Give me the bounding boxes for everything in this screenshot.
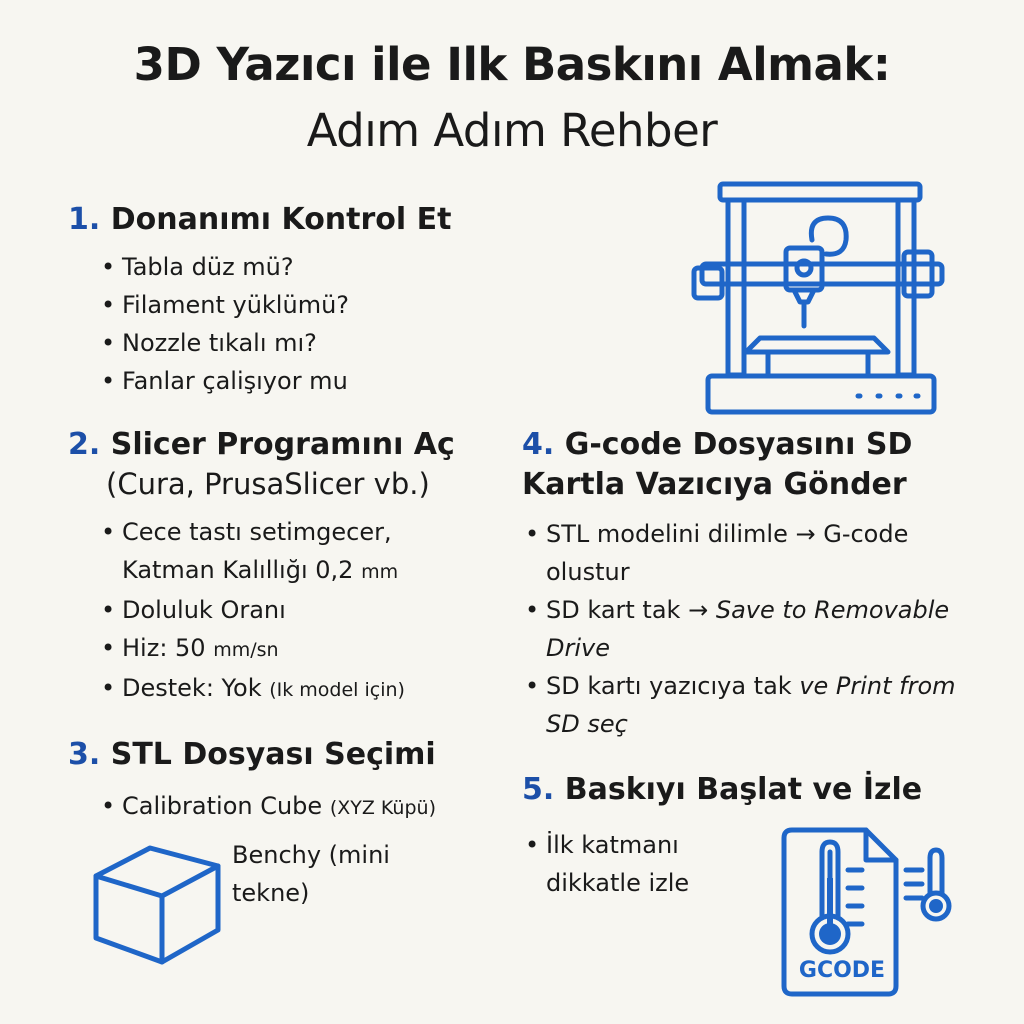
item-emphasis: ve Print from [799, 672, 956, 700]
list-item [522, 515, 1002, 591]
list-item: • Filament yüklümü? [98, 286, 488, 324]
item-text: Destek: Yok [122, 674, 262, 702]
step-1-heading [68, 200, 488, 240]
sd-card-label: GCODE [798, 958, 886, 983]
list-item [522, 591, 1002, 667]
item-text: Hiz: 50 [122, 634, 206, 662]
step-3-number: 3. [68, 737, 101, 772]
list-item: • Fanlar çalişıyor mu [98, 362, 488, 400]
step-4-number: 4. [522, 427, 555, 462]
step-5-title: Baskıyı Başlat ve İzle [564, 772, 923, 807]
list-item: • Tabla düz mü? [98, 248, 488, 286]
step-1-list [98, 248, 488, 400]
item-text: dikkatle izle [546, 869, 690, 897]
step-4-title: G-code Dosyasını SD [564, 427, 913, 462]
step-5-number: 5. [522, 772, 555, 807]
item-text: Doluluk Oranı [122, 596, 286, 624]
step-3-heading [68, 735, 508, 775]
item-emphasis: SD seç [546, 710, 628, 738]
page-title: 3D Yazıcı ile Ilk Baskını Almak: [133, 38, 891, 91]
item-text: Benchy (mini [232, 841, 390, 869]
item-text: SD kart tak → [546, 596, 716, 624]
step-4 [522, 425, 1002, 743]
item-text: Calibration Cube [122, 792, 323, 820]
step-3 [68, 735, 508, 827]
item-text: SD kartı yazıcıya tak [546, 672, 800, 700]
3d-printer-icon [688, 178, 956, 418]
cube-icon [88, 830, 228, 970]
item-emphasis: Drive [546, 634, 610, 662]
item-text: tekne) [232, 879, 310, 907]
item-emphasis: Save to Removable [715, 596, 950, 624]
item-text: olustur [546, 558, 630, 586]
step-5-heading [522, 770, 982, 810]
step-1-number: 1. [68, 202, 101, 237]
list-item [98, 629, 508, 669]
step-2 [68, 425, 508, 709]
list-item [98, 669, 508, 709]
step-4-title-line2: Kartla Vazıcıya Gönder [522, 467, 907, 502]
step-2-list [98, 513, 508, 709]
step-2-heading [68, 425, 508, 465]
step-1-title: Donanımı Kontrol Et [110, 202, 452, 237]
step-5-list [522, 826, 752, 902]
step-4-list [522, 515, 1002, 743]
step-1 [68, 200, 488, 400]
item-unit: mm/sn [213, 639, 279, 661]
step-3-benchy [232, 836, 452, 912]
item-unit: mm [361, 561, 399, 583]
list-item [98, 787, 508, 827]
item-text: İlk katmanı [546, 831, 679, 859]
step-3-list [98, 787, 508, 827]
item-note: (Ik model için) [269, 679, 405, 701]
step-2-subheading: (Cura, PrusaSlicer vb.) [106, 467, 430, 501]
step-2-title: Slicer Programını Aç [110, 427, 455, 462]
item-note: (XYZ Küpü) [329, 797, 436, 819]
list-item [522, 826, 752, 902]
list-item [98, 591, 508, 629]
item-text: Cece tastı setimgecer, [122, 518, 392, 546]
step-4-heading [522, 425, 1002, 505]
step-2-number: 2. [68, 427, 101, 462]
item-text: STL modelini dilimle → G-code [546, 520, 909, 548]
item-text: Katman Kalıllığı 0,2 [122, 556, 354, 584]
list-item [522, 667, 1002, 743]
step-3-title: STL Dosyası Seçimi [110, 737, 436, 772]
list-item [98, 513, 508, 591]
list-item: • Nozzle tıkalı mı? [98, 324, 488, 362]
page-subtitle: Adım Adım Rehber [306, 104, 718, 157]
